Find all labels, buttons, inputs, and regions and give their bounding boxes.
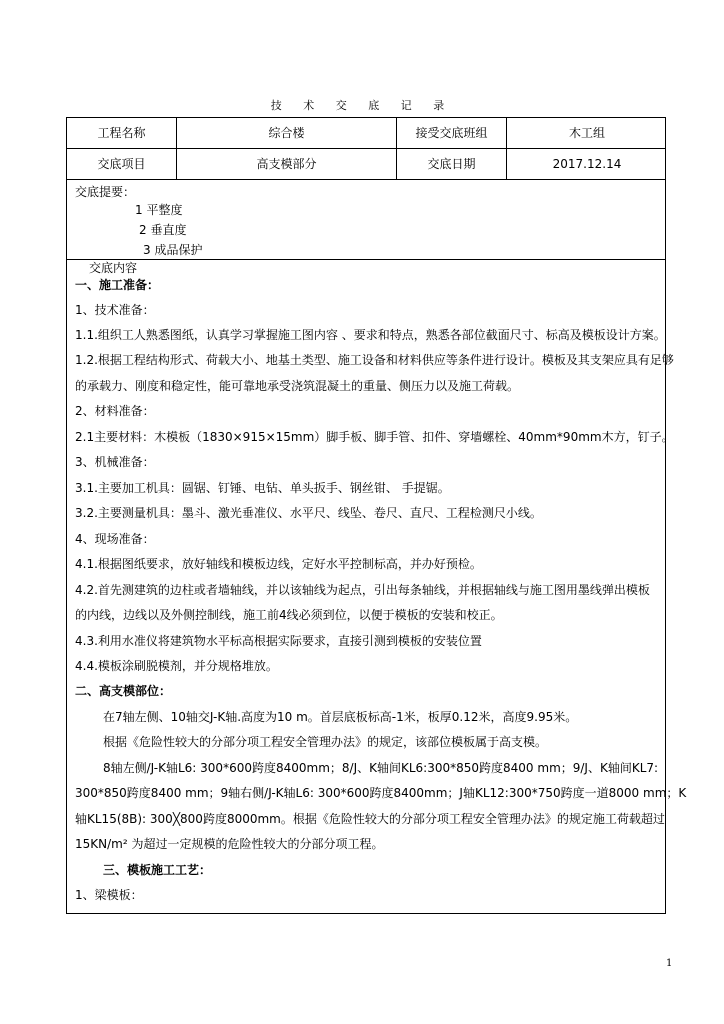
content-line: 4.2.首先测建筑的边柱或者墙轴线，并以该轴线为起点，引出每条轴线，并根据轴线与施工图用墨线弹出模板: [75, 583, 650, 597]
summary-item: 1 平整度: [135, 203, 183, 217]
date-value: 2017.12.14: [552, 157, 622, 171]
content-line: 的内线，边线以及外侧控制线，施工前4线必须到位，以便于模板的安装和校正。: [75, 608, 503, 622]
content-line: 的承载力、刚度和稳定性，能可靠地承受浇筑混凝土的重量、侧压力以及施工荷载。: [75, 379, 520, 393]
content-line: 4.4.模板涂刷脱模剂，并分规格堆放。: [75, 659, 278, 673]
subsection-heading: 4、现场准备：: [75, 532, 155, 546]
item-label: 交底项目: [67, 149, 177, 179]
section-heading: 一、施工准备：: [75, 278, 160, 292]
subsection-heading: 1、梁模板：: [75, 888, 143, 902]
content-line: 2.1主要材料：木模板（1830×915×15mm）脚手板、脚手管、扣件、穿墙螺栓、40mm*90mm木方，钉子。: [75, 430, 674, 444]
item-value: 高支模部分: [177, 149, 397, 179]
header-row-1: [67, 118, 665, 149]
content-line: 在7轴左侧、10轴交J-K轴.高度为10 m。首层底板标高-1米，板厚0.12米，高度9.95米。: [103, 710, 578, 724]
content-line: 8轴左侧/J-K轴L6: 300*600跨度8400mm；8/J、K轴间KL6:300*850跨度8400 mm；9/J、K轴间KL7:: [103, 761, 659, 775]
receiving-team-value: 木工组: [568, 126, 605, 140]
summary-item: 3 成品保护: [143, 243, 203, 257]
content-line: 15KN/m² 为超过一定规模的危险性较大的分部分项工程。: [75, 837, 384, 851]
summary-section: [67, 179, 665, 260]
page-number: 1: [666, 958, 673, 969]
project-name-label: 工程名称: [67, 118, 177, 148]
subsection-heading: 2、材料准备：: [75, 404, 155, 418]
record-table: [66, 117, 687, 914]
content-line: 4.3.利用水准仪将建筑物水平标高根据实际要求，直接引测到模板的安装位置: [75, 634, 482, 648]
summary-item: 2 垂直度: [139, 223, 187, 237]
date-label: 交底日期: [397, 149, 507, 179]
content-line: 3.2.主要测量机具：墨斗、激光垂准仪、水平尺、线坠、卷尺、直尺、工程检测尺小线。: [75, 506, 542, 520]
document-title: 技 术 交 底 记 录: [270, 99, 454, 112]
subsection-heading: 3、机械准备：: [75, 455, 155, 469]
project-name-value: 综合楼: [177, 118, 397, 148]
content-line: 根据《危险性较大的分部分项工程安全管理办法》的规定，该部位模板属于高支模。: [103, 735, 548, 749]
section-heading: 三、模板施工工艺：: [103, 863, 212, 877]
content-line: 300*850跨度8400 mm；9轴右侧/J-K轴L6: 300*600跨度8400mm；J轴KL12:300*750跨度一道8000 mm；K: [75, 786, 687, 800]
section-heading: 二、高支模部位：: [75, 684, 172, 698]
summary-label: 交底提要：: [75, 185, 136, 199]
content-line: 4.1.根据图纸要求，放好轴线和模板边线，定好水平控制标高，并办好预检。: [75, 557, 482, 571]
content-line: 3.1.主要加工机具：圆锯、钉锤、电钻、单头扳手、钢丝钳、 手提锯。: [75, 481, 450, 495]
header-row-2: [67, 149, 665, 180]
content-heading: 交底内容: [89, 261, 138, 275]
content-line: 轴KL15(8B): 300╳800跨度8000mm。根据《危险性较大的分部分项工程安全管理办法》的规定施工荷载超过: [75, 812, 665, 826]
receiving-team-label: 接受交底班组: [397, 118, 507, 148]
subsection-heading: 1、技术准备：: [75, 303, 155, 317]
content-line: 1.2.根据工程结构形式、荷载大小、地基土类型、施工设备和材料供应等条件进行设计。模板及其支架应具有足够: [75, 353, 674, 367]
content-line: 1.1.组织工人熟悉图纸，认真学习掌握施工图内容 、要求和特点，熟悉各部位截面尺寸、标高及模板设计方案。: [75, 328, 666, 342]
